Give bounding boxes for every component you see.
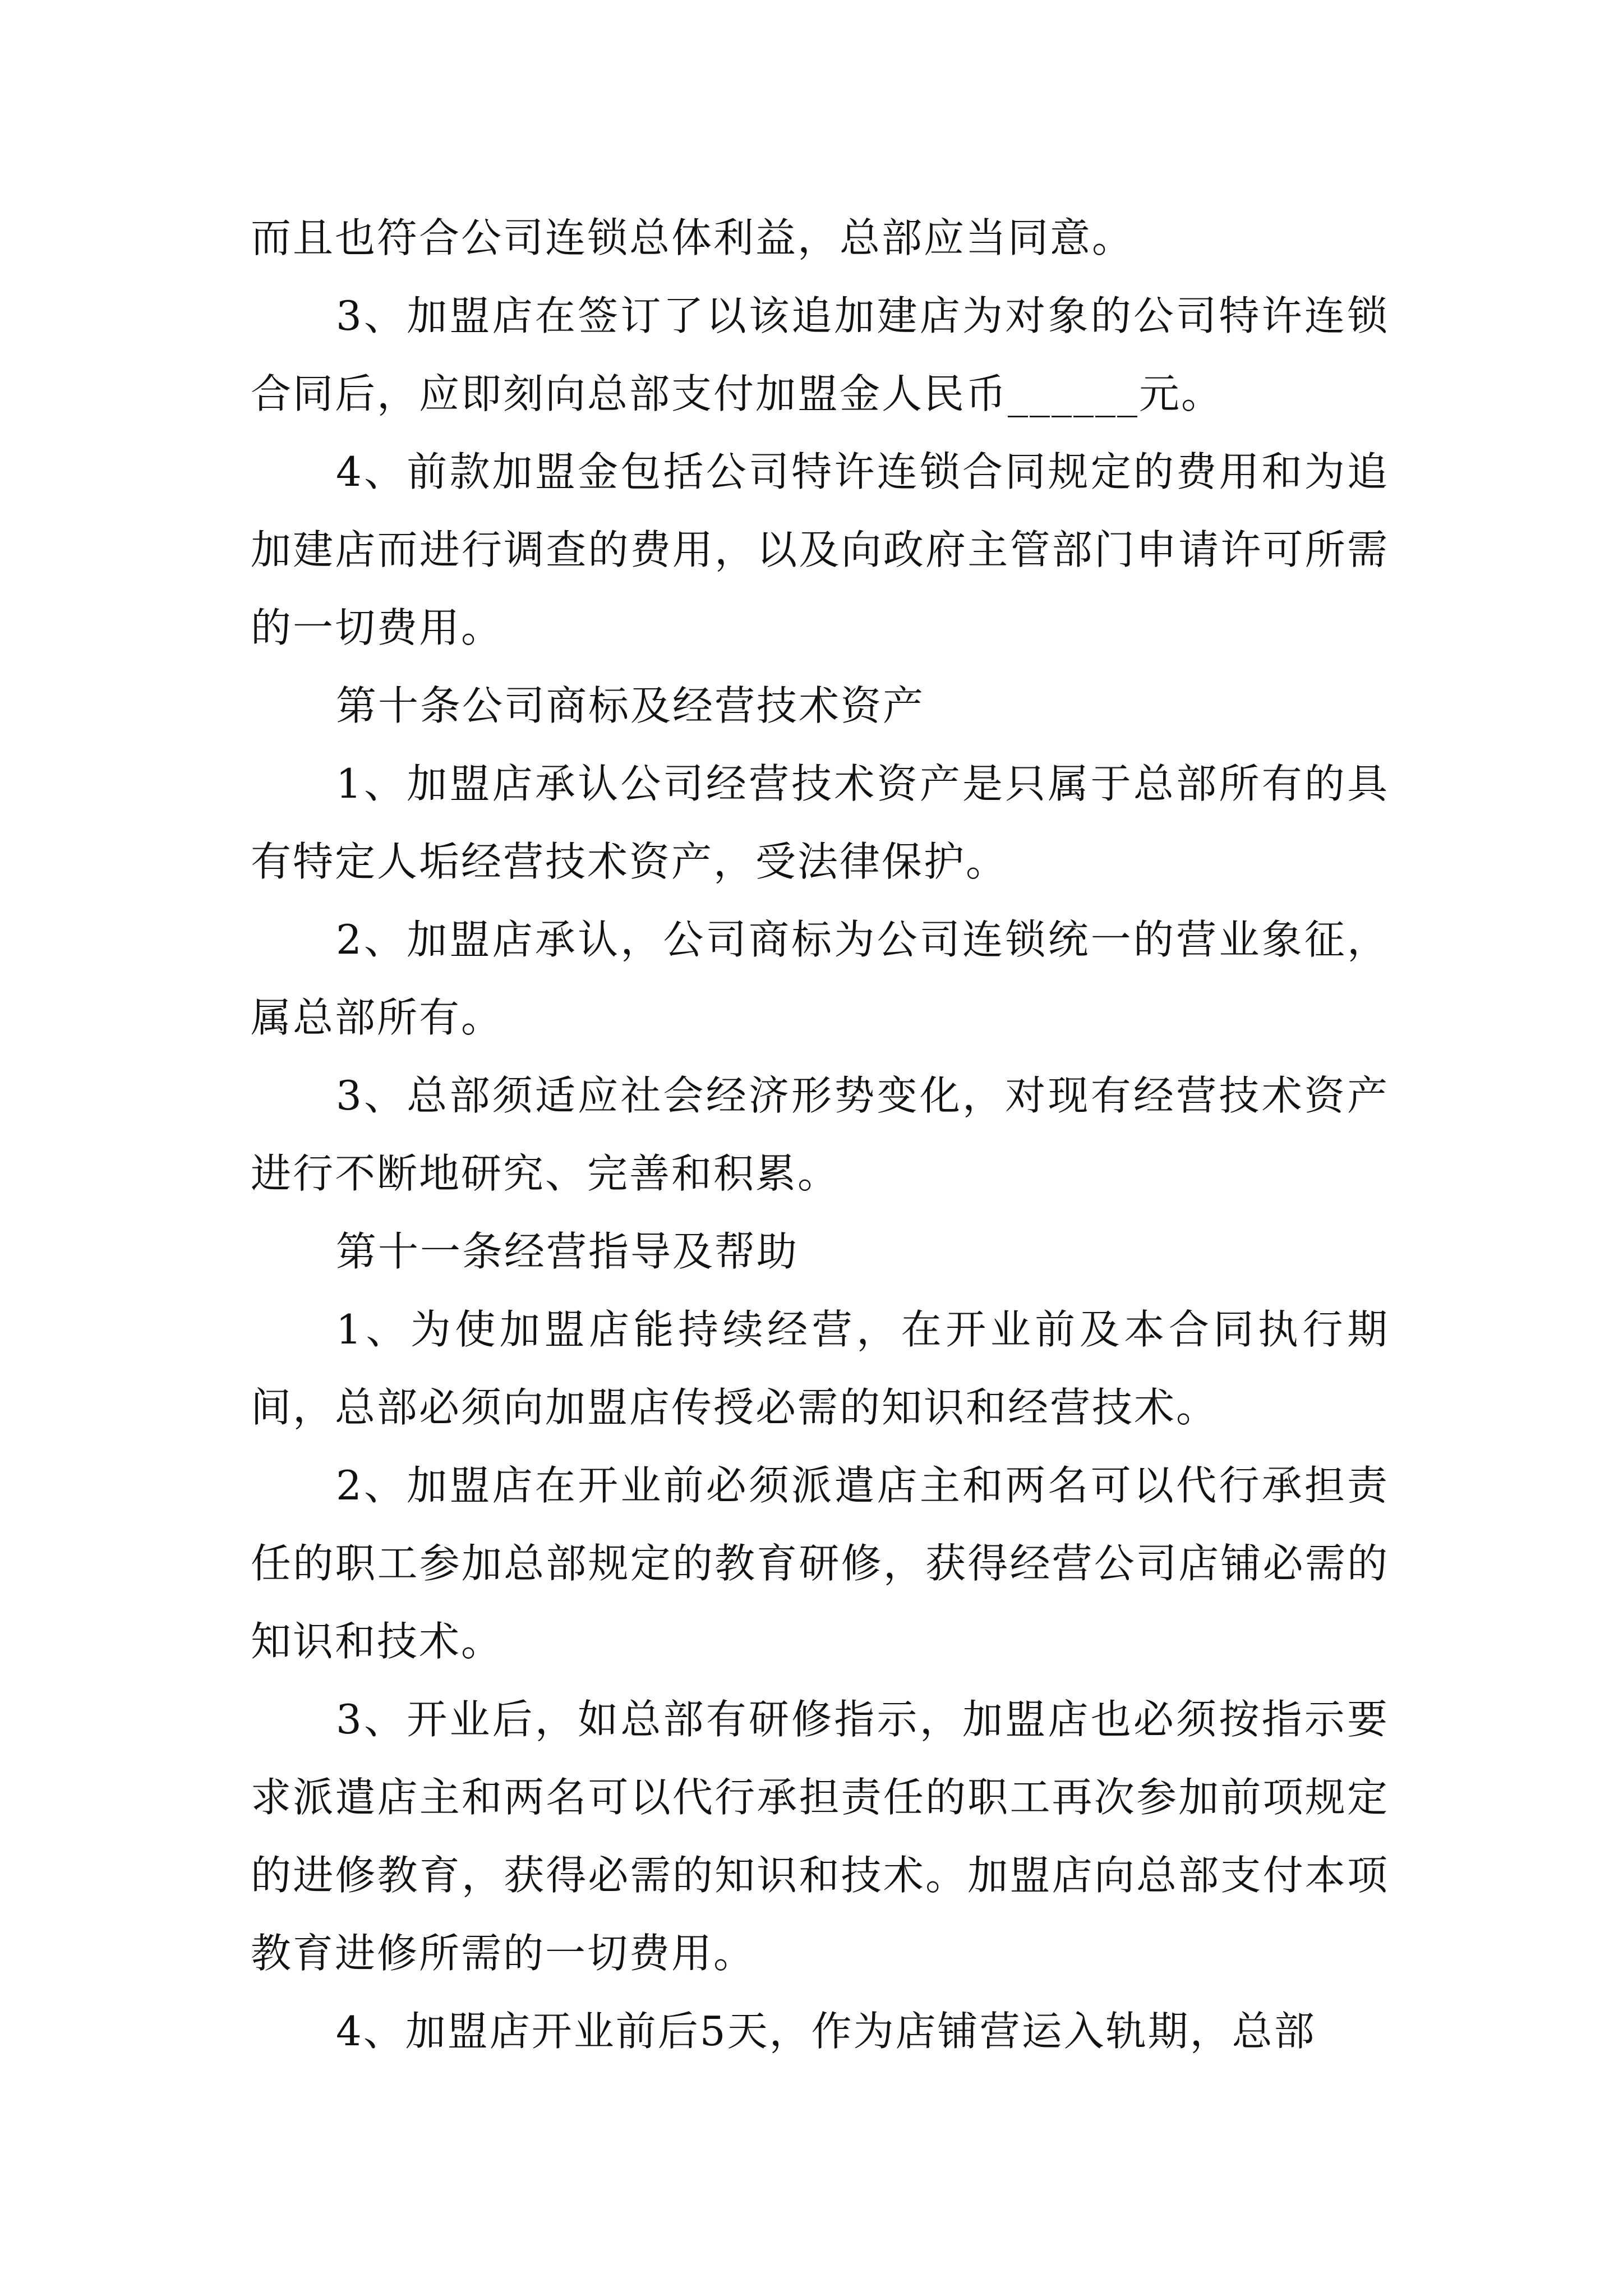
paragraph-continuation: 而且也符合公司连锁总体利益，总部应当同意。 — [251, 214, 1135, 261]
paragraph-article-11-item-1: 1、为使加盟店能持续经营，在开业前及本合同执行期间，总部必须向加盟店传授必需的知识和经营技术。 — [251, 1306, 1389, 1431]
paragraph-item-4-fee-scope: 4、前款加盟金包括公司特许连锁合同规定的费用和为追加建店而进行调查的费用，以及向政府主管部门申请许可所需的一切费用。 — [251, 448, 1389, 651]
paragraph-article-11-item-3: 3、开业后，如总部有研修指示，加盟店也必须按指示要求派遣店主和两名可以代行承担责任的职工再次参加前项规定的进修教育，获得必需的知识和技术。加盟店向总部支付本项教育进修所需的一切费用。 — [251, 1696, 1389, 1977]
paragraph-item-3-franchise-fee: 3、加盟店在签订了以该追加建店为对象的公司特许连锁合同后，应即刻向总部支付加盟金人民币______元。 — [251, 292, 1389, 417]
paragraph-article-10-item-3: 3、总部须适应社会经济形势变化，对现有经营技术资产进行不断地研究、完善和积累。 — [251, 1072, 1389, 1197]
paragraph-article-11-item-2: 2、加盟店在开业前必须派遣店主和两名可以代行承担责任的职工参加总部规定的教育研修，获得经营公司店铺必需的知识和技术。 — [251, 1462, 1389, 1665]
document-body — [251, 199, 1389, 2070]
paragraph-article-10-item-1: 1、加盟店承认公司经营技术资产是只属于总部所有的具有特定人垢经营技术资产，受法律保护。 — [251, 760, 1389, 885]
paragraph-article-10-item-2: 2、加盟店承认，公司商标为公司连锁统一的营业象征，属总部所有。 — [251, 916, 1389, 1041]
section-heading-article-11: 第十一条经营指导及帮助 — [336, 1228, 799, 1275]
paragraph-article-11-item-4: 4、加盟店开业前后5天，作为店铺营运入轨期，总部 — [336, 2008, 1316, 2055]
section-heading-article-10: 第十条公司商标及经营技术资产 — [336, 682, 925, 729]
